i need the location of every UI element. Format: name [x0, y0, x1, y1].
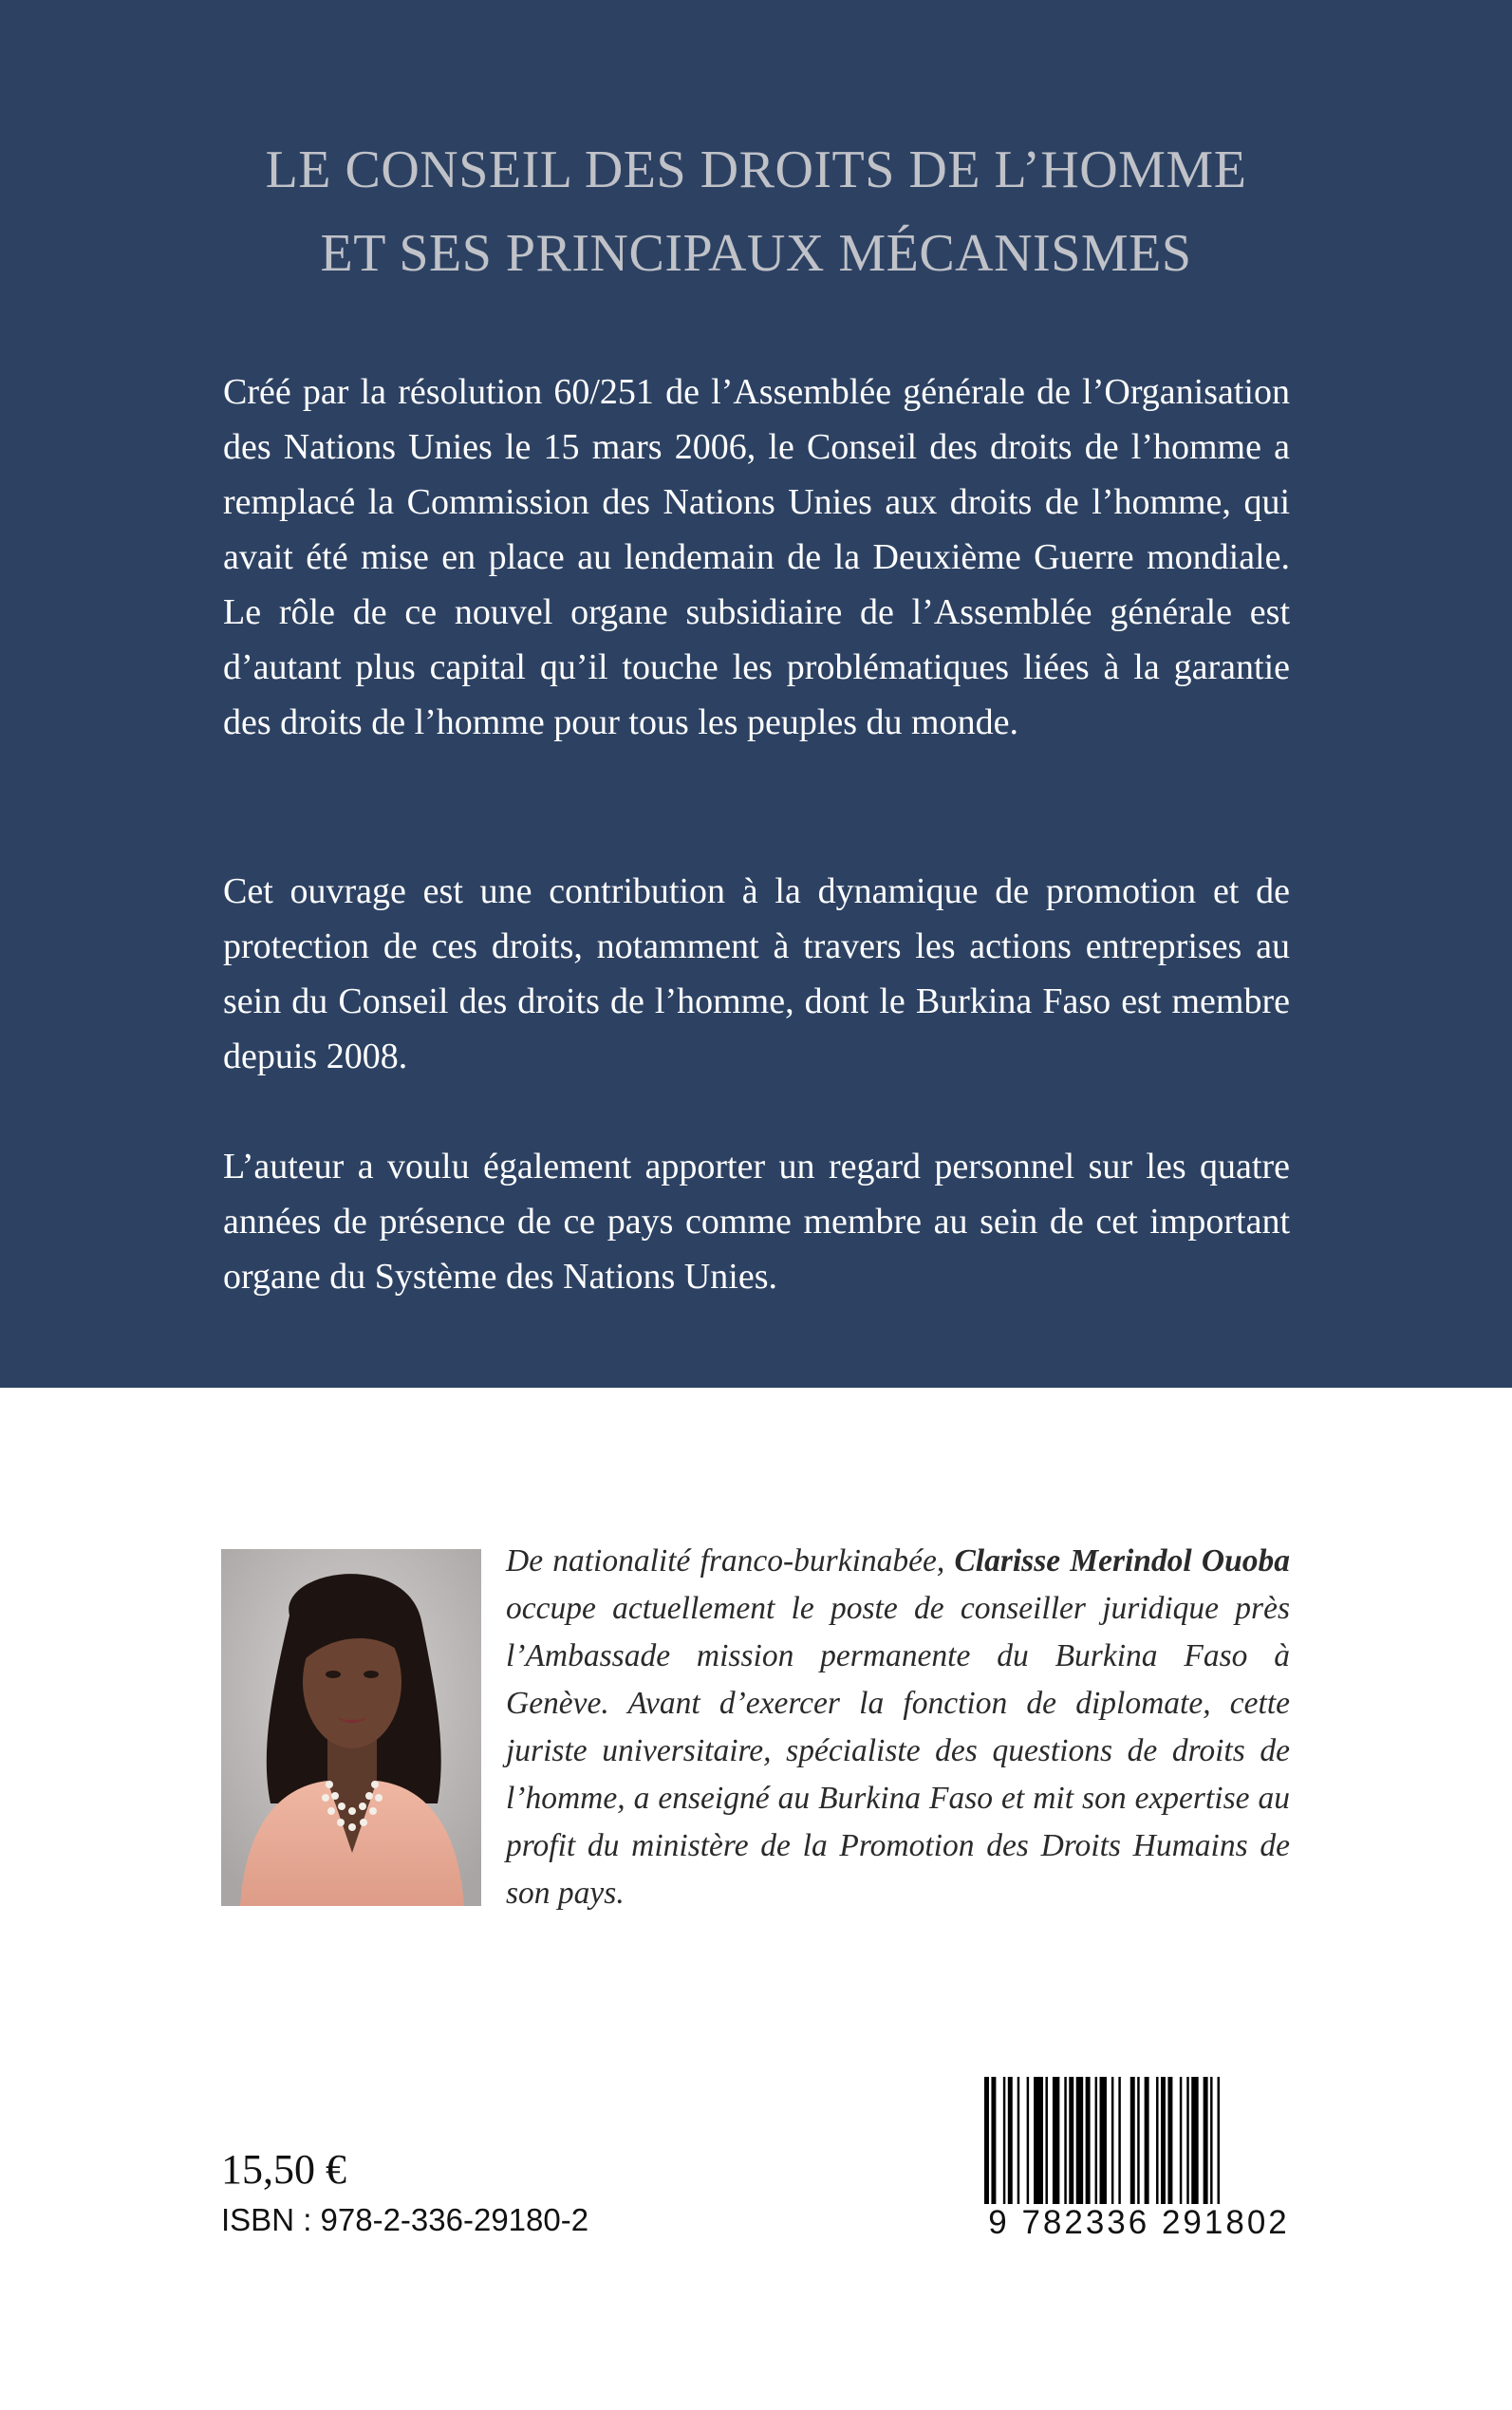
summary-paragraph-3: L’auteur a voulu également apporter un regard personnel sur les quatre années de présence de ce pays comme membre au sein de cet important organe du Système des Nations Unies. — [223, 1147, 1290, 1297]
author-bio — [506, 1538, 1290, 1917]
barcode-digits: 9 782336 291802 — [973, 2204, 1305, 2242]
summary-paragraph-1: Créé par la résolution 60/251 de l’Assemblée générale de l’Organisation des Nations Unies le 15 mars 2006, le Conseil des droits de l’homme a remplacé la Commission des Nations Unies aux droits de l’homme, qui avait été mise en place au lendemain de la Deuxième Guerre mondiale. Le rôle de ce nouvel organe subsidiaire de l’Assemblée générale est d’autant plus capital qu’il touche les problématiques liées à la garantie des droits de l’homme pour tous les peuples du monde. — [223, 372, 1290, 742]
isbn: ISBN : 978-2-336-29180-2 — [221, 2202, 589, 2237]
author-photo — [221, 1549, 481, 1906]
title-line-1: LE CONSEIL DES DROITS DE L’HOMME — [265, 140, 1247, 199]
summary-paragraph-2: Cet ouvrage est une contribution à la dynamique de promotion et de protection de ces droits, notamment à travers les actions entreprises au sein du Conseil des droits de l’homme, dont le Burkina Faso est membre depuis 2008. — [223, 871, 1290, 1076]
barcode — [973, 2077, 1305, 2257]
author-bio-intro: De nationalité franco-burkinabée, — [506, 1543, 955, 1579]
title-line-2: ET SES PRINCIPAUX MÉCANISMES — [320, 224, 1192, 283]
book-title — [0, 128, 1512, 295]
author-name: Clarisse Merindol Ouoba — [954, 1543, 1290, 1579]
price: 15,50 € — [221, 2146, 346, 2193]
author-bio-rest: occupe actuellement le poste de conseiller juridique près l’Ambassade mission permanente du Burkina Faso à Genève. Avant d’exercer la fonction de diplomate, cette juriste universitaire, spécialiste des questions de droits de l’homme, a enseigné au Burkina Faso et mit son expertise au profit du ministère de la Promotion des Droits Humains de son pays. — [506, 1591, 1290, 1911]
